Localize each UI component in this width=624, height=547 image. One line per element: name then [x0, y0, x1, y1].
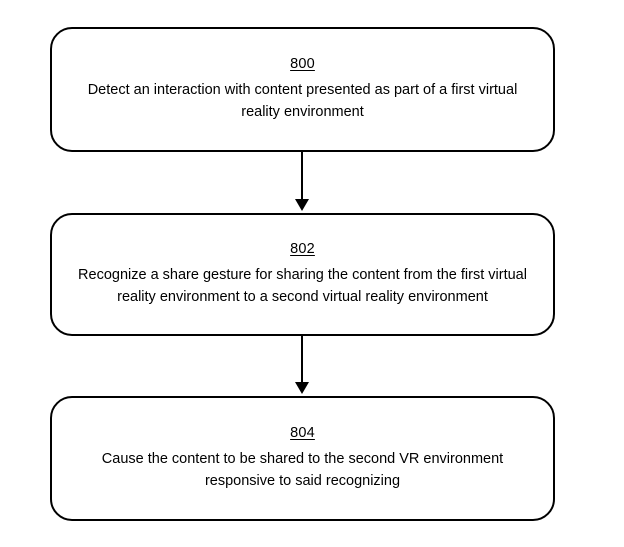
node-reference-number: 804: [290, 425, 315, 442]
node-text: Recognize a share gesture for sharing the content from the first virtual reality environment to a second virtual reality environment: [78, 266, 527, 306]
connector-802-to-804: [301, 336, 303, 383]
flowchart-node-802: [50, 213, 555, 336]
node-text: Detect an interaction with content presented as part of a first virtual reality environment: [87, 81, 518, 121]
arrow-head-icon: [295, 199, 309, 211]
flowchart-node-800: [50, 27, 555, 152]
arrow-head-icon: [295, 382, 309, 394]
connector-800-to-802: [301, 152, 303, 200]
node-reference-number: 802: [290, 241, 315, 258]
node-reference-number: 800: [290, 56, 315, 73]
node-text: Cause the content to be shared to the second VR environment responsive to said recognizing: [101, 450, 504, 490]
flowchart-node-804: [50, 396, 555, 521]
